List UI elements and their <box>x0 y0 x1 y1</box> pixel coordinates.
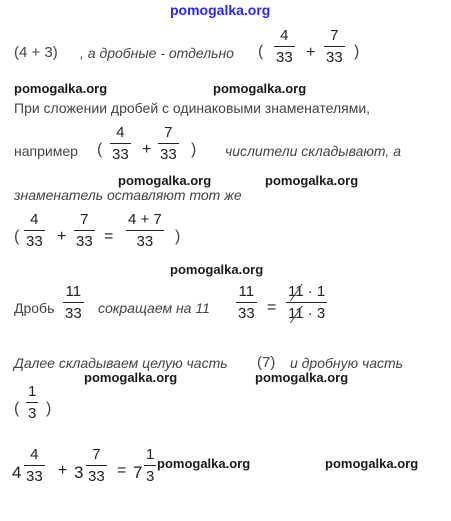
rule-text-continued: числители складывают, а <box>225 143 401 159</box>
plus-sign: + <box>306 44 316 61</box>
whole-number: 4 <box>12 463 22 482</box>
add-parts-text-end: и дробную часть <box>290 355 404 371</box>
fraction-reduced: 11 · 1 11 · 3 <box>288 283 326 322</box>
watermark: pomogalka.org <box>170 262 264 277</box>
watermark: pomogalka.org <box>325 456 419 471</box>
plus-sign: + <box>57 228 67 245</box>
paren-close: ) <box>52 44 58 61</box>
add-parts-text: Далее складываем целую часть <box>14 355 228 371</box>
paren-close: ) <box>191 141 197 158</box>
fraction: 4 33 <box>26 211 43 250</box>
fraction: 1 3 <box>146 446 155 485</box>
plus-sign: + <box>142 141 152 158</box>
watermark: pomogalka.org <box>118 173 212 188</box>
whole-number: 3 <box>74 463 84 482</box>
fraction: 7 33 <box>76 211 93 250</box>
paren-close: ) <box>46 400 52 417</box>
fraction: 7 33 <box>88 446 105 485</box>
paren-close: ) <box>175 228 181 245</box>
watermark: pomogalka.org <box>265 173 359 188</box>
fraction: 7 33 <box>326 27 343 66</box>
equals-sign: = <box>267 299 277 316</box>
fraction: 4 + 7 33 <box>128 211 162 250</box>
fraction: 7 33 <box>160 124 177 163</box>
paren-open: ( <box>14 228 20 245</box>
paren-open: ( <box>97 141 103 158</box>
reduce-text: сокращаем на 11 <box>98 300 210 316</box>
watermark: pomogalka.org <box>213 81 307 96</box>
fraction: 4 33 <box>112 124 129 163</box>
paren-open: ( <box>14 44 19 61</box>
equals-sign: = <box>117 462 127 479</box>
paren-close: ) <box>354 43 360 60</box>
fraction: 4 33 <box>276 27 293 66</box>
equals-sign: = <box>104 228 114 245</box>
watermark: pomogalka.org <box>84 370 178 385</box>
watermark-top: pomogalka.org <box>170 2 271 18</box>
watermark: pomogalka.org <box>157 456 251 471</box>
fraction: 11 33 <box>65 283 82 322</box>
line1-expr <box>14 44 58 61</box>
fraction: 11 33 <box>238 283 255 322</box>
fraction: 4 33 <box>26 446 43 485</box>
watermark: pomogalka.org <box>14 81 108 96</box>
line1-text: , а дробные - отдельно <box>80 45 234 61</box>
rule-text-end: знаменатель оставляют тот же <box>14 187 242 203</box>
fraction: 1 3 <box>28 383 37 422</box>
paren-open: ( <box>14 400 20 417</box>
rule-text: При сложении дробей с одинаковыми знаменателями, <box>14 100 371 116</box>
plus-sign: + <box>58 462 68 479</box>
whole-number: 7 <box>133 463 143 482</box>
paren-open: ( <box>258 43 264 60</box>
watermark: pomogalka.org <box>255 370 349 385</box>
whole-part-value: (7) <box>257 354 276 371</box>
example-label: например <box>14 143 78 159</box>
reduce-label: Дробь <box>14 300 55 316</box>
sum-expression: 4 + 3 <box>19 44 53 61</box>
